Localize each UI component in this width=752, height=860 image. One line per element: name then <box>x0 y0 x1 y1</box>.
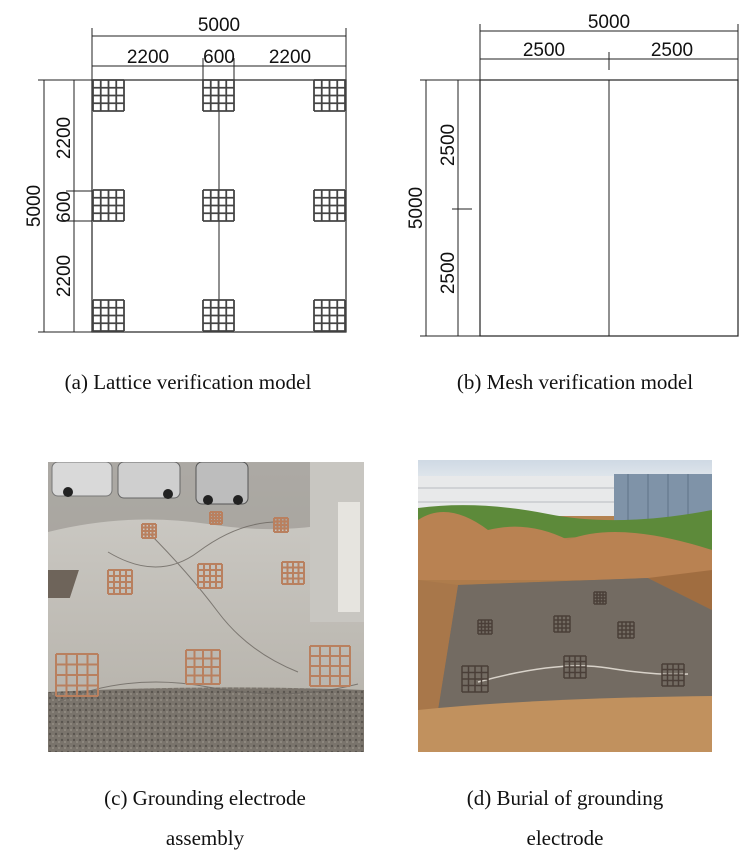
gravel-strip <box>48 687 364 752</box>
dim-left-bottom: 2200 <box>54 254 75 298</box>
lattice-grid <box>314 190 345 221</box>
electrode-burial-photo <box>418 460 712 752</box>
dim-top-total: 5000 <box>197 15 241 36</box>
dim-left-top: 2200 <box>54 116 75 160</box>
dim-left-top-b: 2500 <box>438 123 459 167</box>
lattice-grid <box>203 80 234 111</box>
dim-top-total-b: 5000 <box>587 12 631 33</box>
lattice-model-diagram <box>0 0 376 350</box>
caption-b: (b) Mesh verification model <box>456 370 694 394</box>
caption-c-line2: assembly <box>165 826 245 850</box>
dim-left-mid: 600 <box>54 191 75 223</box>
caption-d-line2: electrode <box>526 826 604 850</box>
dim-top-right: 2200 <box>268 47 312 68</box>
lattice-grid <box>314 300 345 331</box>
dim-left-total-b: 5000 <box>406 186 427 230</box>
grounding-assembly-photo <box>48 462 364 752</box>
lattice-grid <box>203 190 234 221</box>
dim-left-total: 5000 <box>24 184 45 228</box>
dim-top-left-b: 2500 <box>522 40 566 61</box>
lattice-grid <box>93 80 124 111</box>
caption-a: (a) Lattice verification model <box>64 370 312 394</box>
caption-d-line1: (d) Burial of grounding <box>466 786 664 810</box>
lattice-grid <box>93 300 124 331</box>
dim-top-left: 2200 <box>126 47 170 68</box>
lattice-grid <box>203 300 234 331</box>
caption-c-line1: (c) Grounding electrode <box>104 786 306 810</box>
lattice-grid <box>314 80 345 111</box>
caption-c <box>40 778 370 858</box>
dim-top-right-b: 2500 <box>650 40 694 61</box>
lattice-grid <box>93 190 124 221</box>
dim-top-mid: 600 <box>203 47 235 68</box>
caption-d <box>400 778 730 858</box>
mesh-model-diagram <box>376 0 752 350</box>
dim-left-bottom-b: 2500 <box>438 251 459 295</box>
left-dimension-b <box>420 80 480 336</box>
